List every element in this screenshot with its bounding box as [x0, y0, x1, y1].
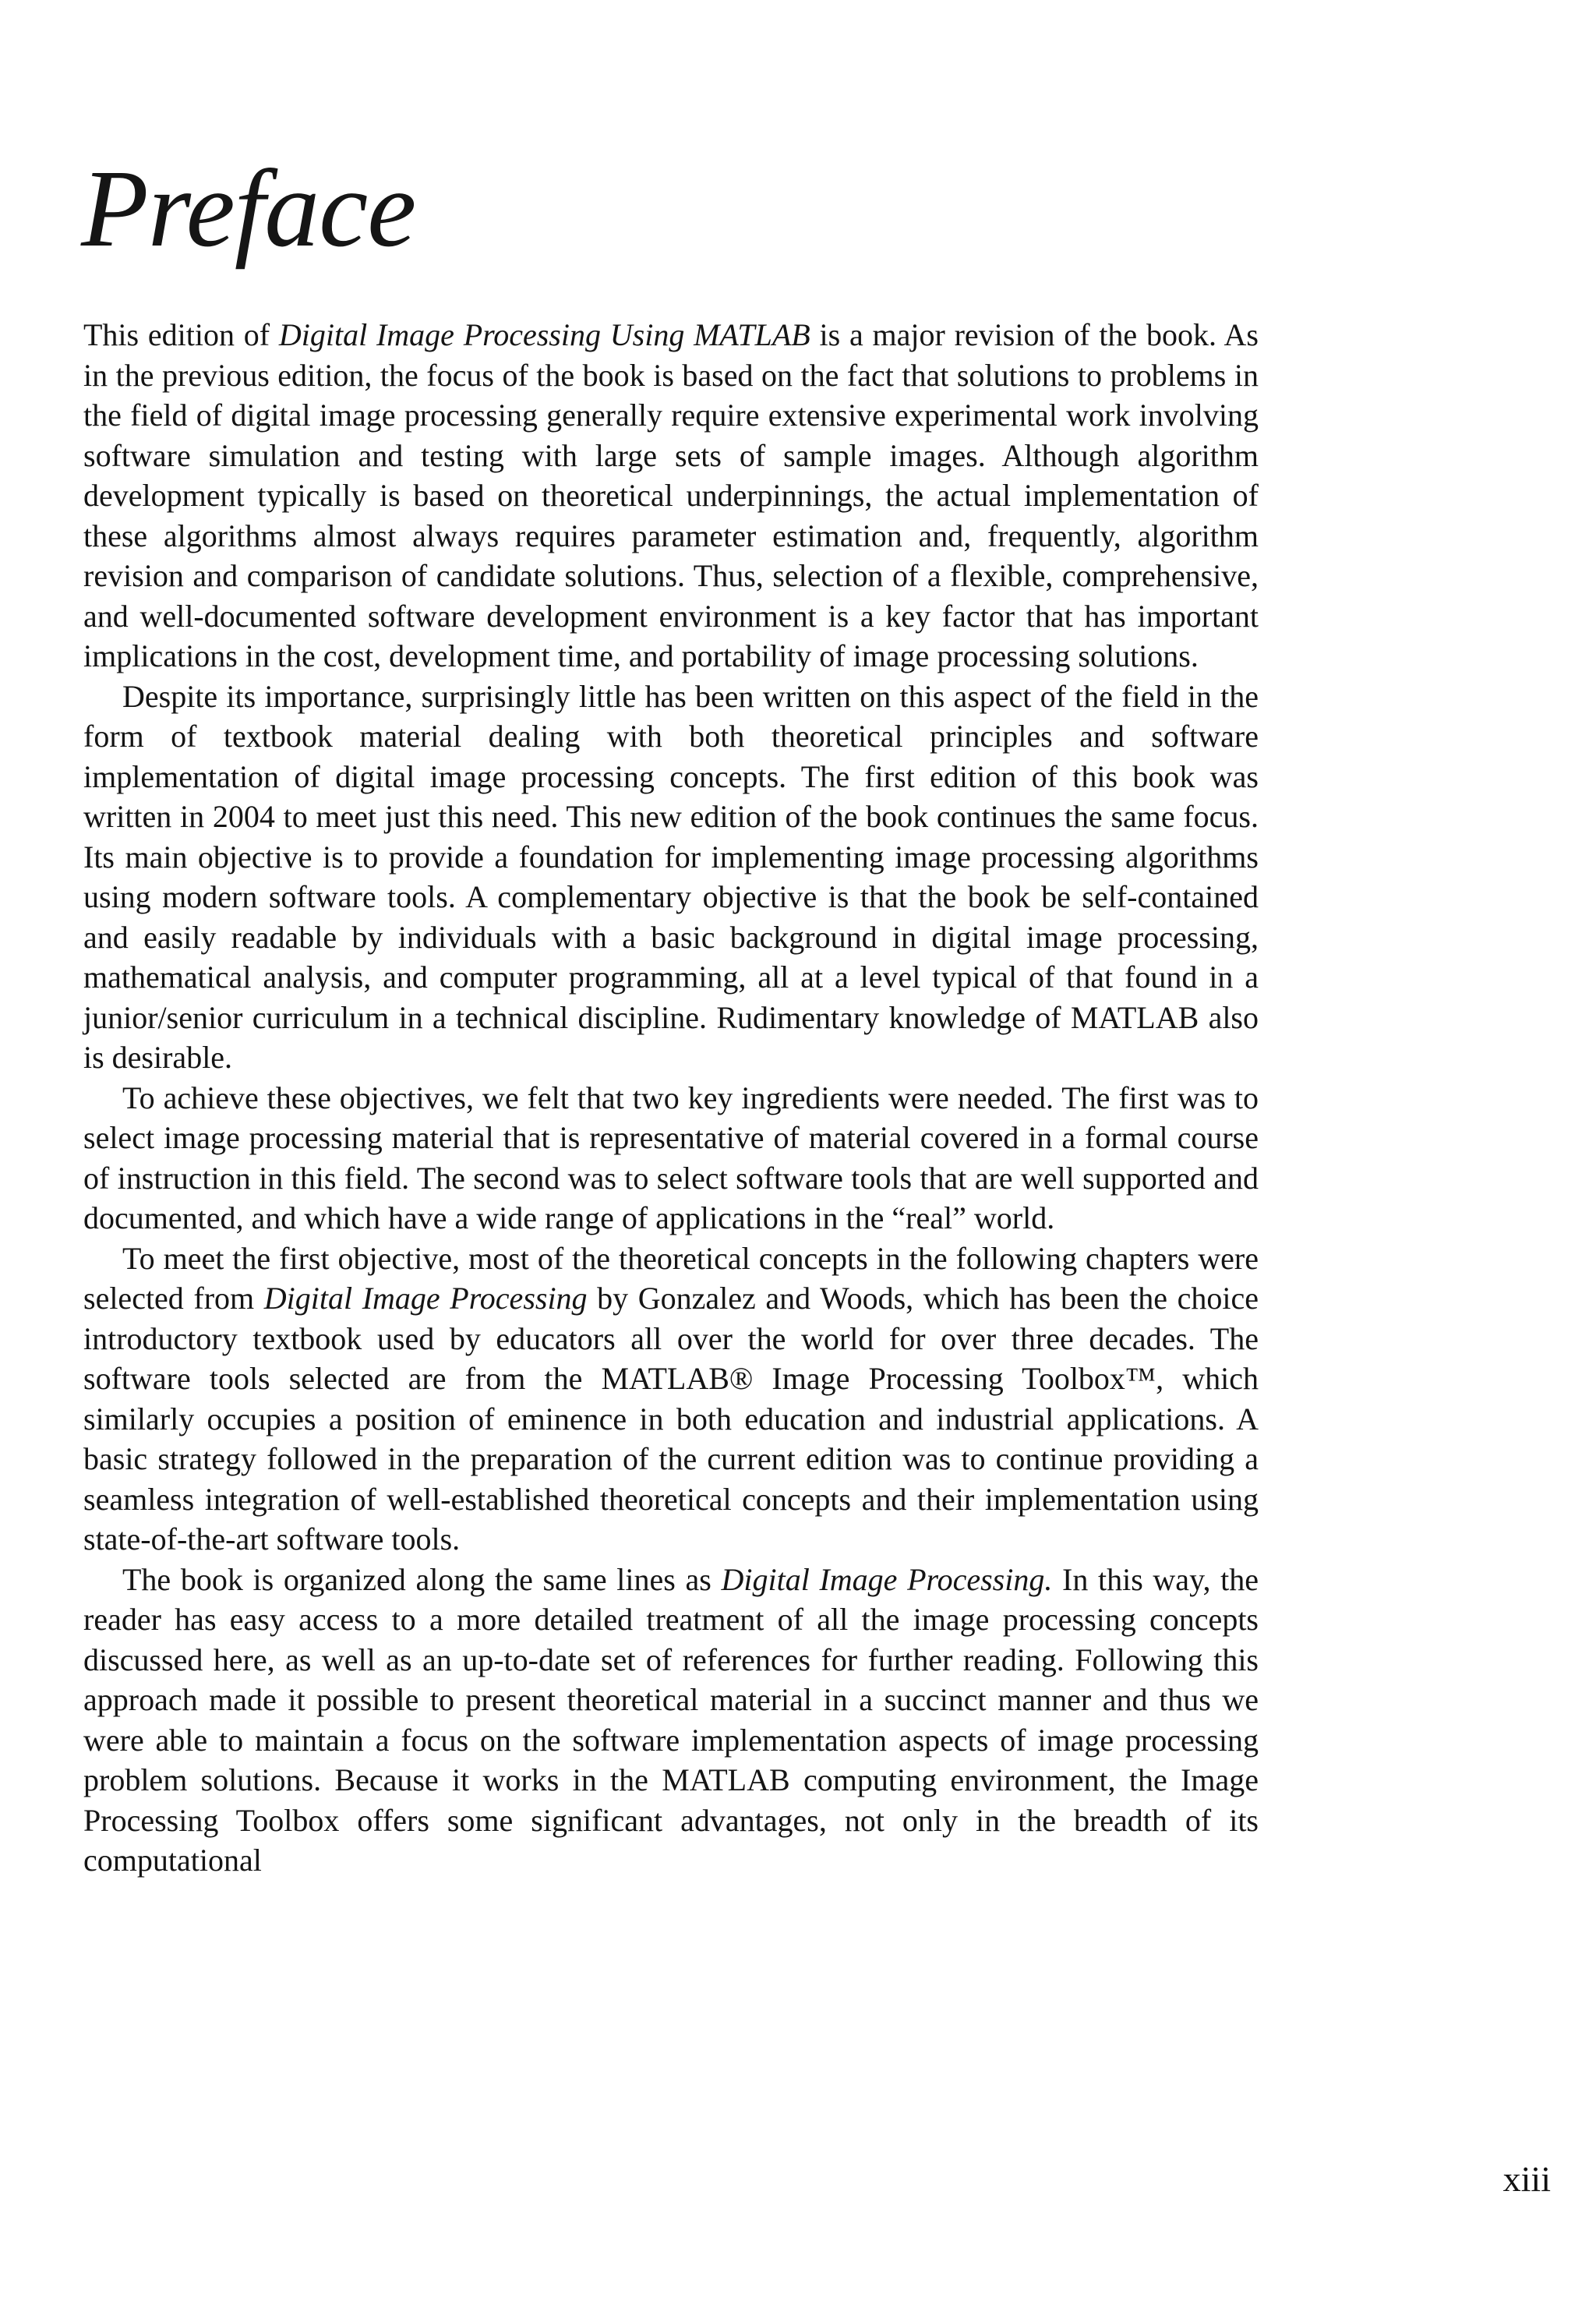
- paragraph-3-text: To achieve these objectives, we felt that two key ingredients were needed. The first was to select image processing material that is representative of material covered in a formal course of instruction in this field. The second was to select software tools that are well supported and documented, and which have a wide range of applications in the “real” world.: [83, 1080, 1259, 1235]
- paragraph-5: [83, 1560, 1259, 1881]
- paragraph-4-text-a: To meet the first objective, most of the theoretical concepts in the following chapters were selected from: [83, 1240, 1259, 1316]
- paragraph-3: [83, 1078, 1259, 1239]
- paragraph-1: [83, 315, 1259, 677]
- page-number: xiii: [1502, 2159, 1551, 2199]
- page-title: Preface: [81, 147, 416, 270]
- dip-title-reference-2: Digital Image Processing.: [721, 1561, 1053, 1597]
- book-title-reference: Digital Image Processing Using MATLAB: [278, 317, 810, 352]
- dip-title-reference: Digital Image Processing: [263, 1281, 588, 1316]
- paragraph-1-text-a: This edition of: [83, 317, 279, 352]
- paragraph-5-text-b: In this way, the reader has easy access to a more detailed treatment of all the image processing concepts discussed here, as well as an up-to-date set of references for further reading. Following this approach made it possible to present theoretical material in a succinct manner and thus we were able to maintain a focus on the software implementation aspects of image processing problem solutions. Because it works in the MATLAB computing environment, the Image Processing Toolbox offers some significant advantages, not only in the breadth of its computational: [83, 1561, 1259, 1878]
- paragraph-5-text-a: The book is organized along the same lines as: [122, 1561, 722, 1597]
- paragraph-2: [83, 677, 1259, 1078]
- preface-body: [83, 315, 1259, 1881]
- paragraph-4-text-b: by Gonzalez and Woods, which has been the choice introductory textbook used by educators all over the world for over three decades. The software tools selected are from the MATLAB® Image Processing Toolbox™, which similarly occupies a position of eminence in both education and industrial applications. A basic strategy followed in the preparation of the current edition was to continue providing a seamless integration of well-established theoretical concepts and their implementation using state-of-the-art software tools.: [83, 1281, 1259, 1557]
- paragraph-4: [83, 1239, 1259, 1560]
- paragraph-2-text: Despite its importance, surprisingly little has been written on this aspect of the field in the form of textbook material dealing with both theoretical principles and software implementation of digital image processing concepts. The first edition of this book was written in 2004 to meet just this need. This new edition of the book continues the same focus. Its main objective is to provide a foundation for implementing image processing algorithms using modern software tools. A complementary objective is that the book be self-contained and easily readable by individuals with a basic background in digital image processing, mathematical analysis, and computer programming, all at a level typical of that found in a junior/senior curriculum in a technical discipline. Rudimentary knowledge of MATLAB also is desirable.: [83, 678, 1259, 1075]
- paragraph-1-text-b: is a major revision of the book. As in the previous edition, the focus of the book is based on the fact that solutions to problems in the field of digital image processing generally require extensive experimental work involving software simulation and testing with large sets of sample images. Although algorithm development typically is based on theoretical underpinnings, the actual implementation of these algorithms almost always requires parameter estimation and, frequently, algorithm revision and comparison of candidate solutions. Thus, selection of a flexible, comprehensive, and well-documented software development environment is a key factor that has important implications in the cost, development time, and portability of image processing solutions.: [83, 317, 1259, 673]
